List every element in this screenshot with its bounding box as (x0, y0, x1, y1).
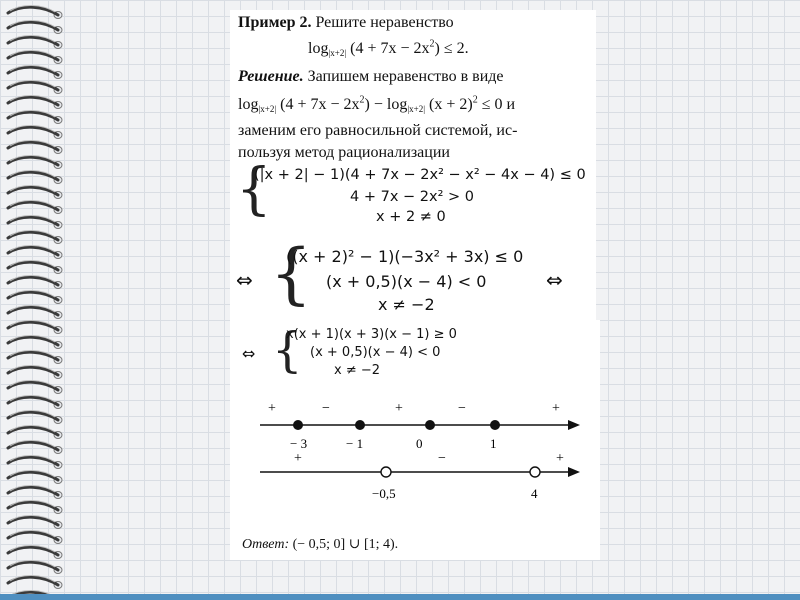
number-line-2-sign: − (438, 451, 446, 466)
number-line-1-sign: − (458, 401, 466, 416)
system1-line2: 4 + 7x − 2x² > 0 (350, 189, 474, 205)
solution-card-top (230, 10, 596, 322)
equivalence-arrow-bottom: ⇔ (242, 344, 256, 363)
system2-brace: { (270, 235, 312, 312)
solution-intro-line (238, 68, 504, 86)
system1-line3: x + 2 ≠ 0 (376, 209, 446, 225)
system1-line1: (|x + 2| − 1)(4 + 7x − 2x² − x² − 4x − 4) ≤ 0 (254, 167, 586, 183)
example-heading-line (238, 14, 454, 32)
example-task: Решите неравенство (315, 14, 454, 31)
number-line-1-sign: − (322, 401, 330, 416)
equivalence-arrow-left: ⇔ (236, 268, 253, 292)
system2-line2: (x + 0,5)(x − 4) < 0 (326, 272, 487, 291)
number-line-1-arrow-icon (568, 420, 580, 430)
number-line-1-sign: + (268, 401, 276, 416)
notebook-spiral-binding (0, 0, 70, 600)
number-line-1-sign: + (552, 401, 560, 416)
number-line-1-label: − 1 (346, 436, 364, 451)
number-line-1-sign: + (395, 401, 403, 416)
bottom-accent-bar (0, 594, 800, 600)
number-line-2-point (530, 467, 540, 477)
number-line-1-point (355, 420, 365, 430)
system2-line1: ((x + 2)² − 1)(−3x² + 3x) ≤ 0 (286, 247, 524, 266)
system3-line1: x(x + 1)(x + 3)(x − 1) ≥ 0 (286, 327, 457, 342)
solution-text-line2: заменим его равносильной системой, ис- (238, 122, 518, 139)
number-line-1-point (425, 420, 435, 430)
system3-brace: { (272, 322, 303, 378)
number-lines-diagram (230, 390, 600, 560)
number-line-1-point (293, 420, 303, 430)
answer-value: (− 0,5; 0] ∪ [1; 4). (292, 537, 399, 552)
number-line-2-label: −0,5 (372, 486, 396, 501)
answer-label: Ответ: (242, 537, 290, 552)
answer-line (242, 536, 398, 554)
number-line-1-label: − 3 (290, 436, 308, 451)
system1-brace: { (236, 157, 272, 222)
number-line-2-point (381, 467, 391, 477)
number-line-1-label: 0 (416, 436, 423, 451)
number-line-1-point (490, 420, 500, 430)
number-line-2-sign: + (556, 451, 564, 466)
given-inequality: $\log_{|x+2|} (4 + 7x - 2x^2) \le 2$. (308, 38, 469, 58)
number-line-1-label: 1 (490, 436, 497, 451)
solution-text-line3: пользуя метод рационализации (238, 144, 450, 161)
solution-card-bottom (230, 320, 600, 560)
system2-line3: x ≠ −2 (378, 295, 435, 314)
solution-intro: Запишем неравенство в виде (307, 68, 504, 85)
system3-line2: (x + 0,5)(x − 4) < 0 (310, 345, 441, 360)
equivalence-arrow-right: ⇔ (546, 268, 563, 292)
solution-label: Решение. (238, 68, 304, 85)
system3-line3: x ≠ −2 (334, 363, 381, 378)
example-heading: Пример 2. (238, 14, 312, 31)
number-line-2-arrow-icon (568, 467, 580, 477)
rewritten-inequality: $\log_{|x+2|} (4 + 7x - 2x^2) - \log_{|x+2|} (x + 2)^2 \le 0$ и (238, 94, 516, 114)
number-line-2-label: 4 (531, 486, 538, 501)
number-line-2-sign: + (294, 451, 302, 466)
